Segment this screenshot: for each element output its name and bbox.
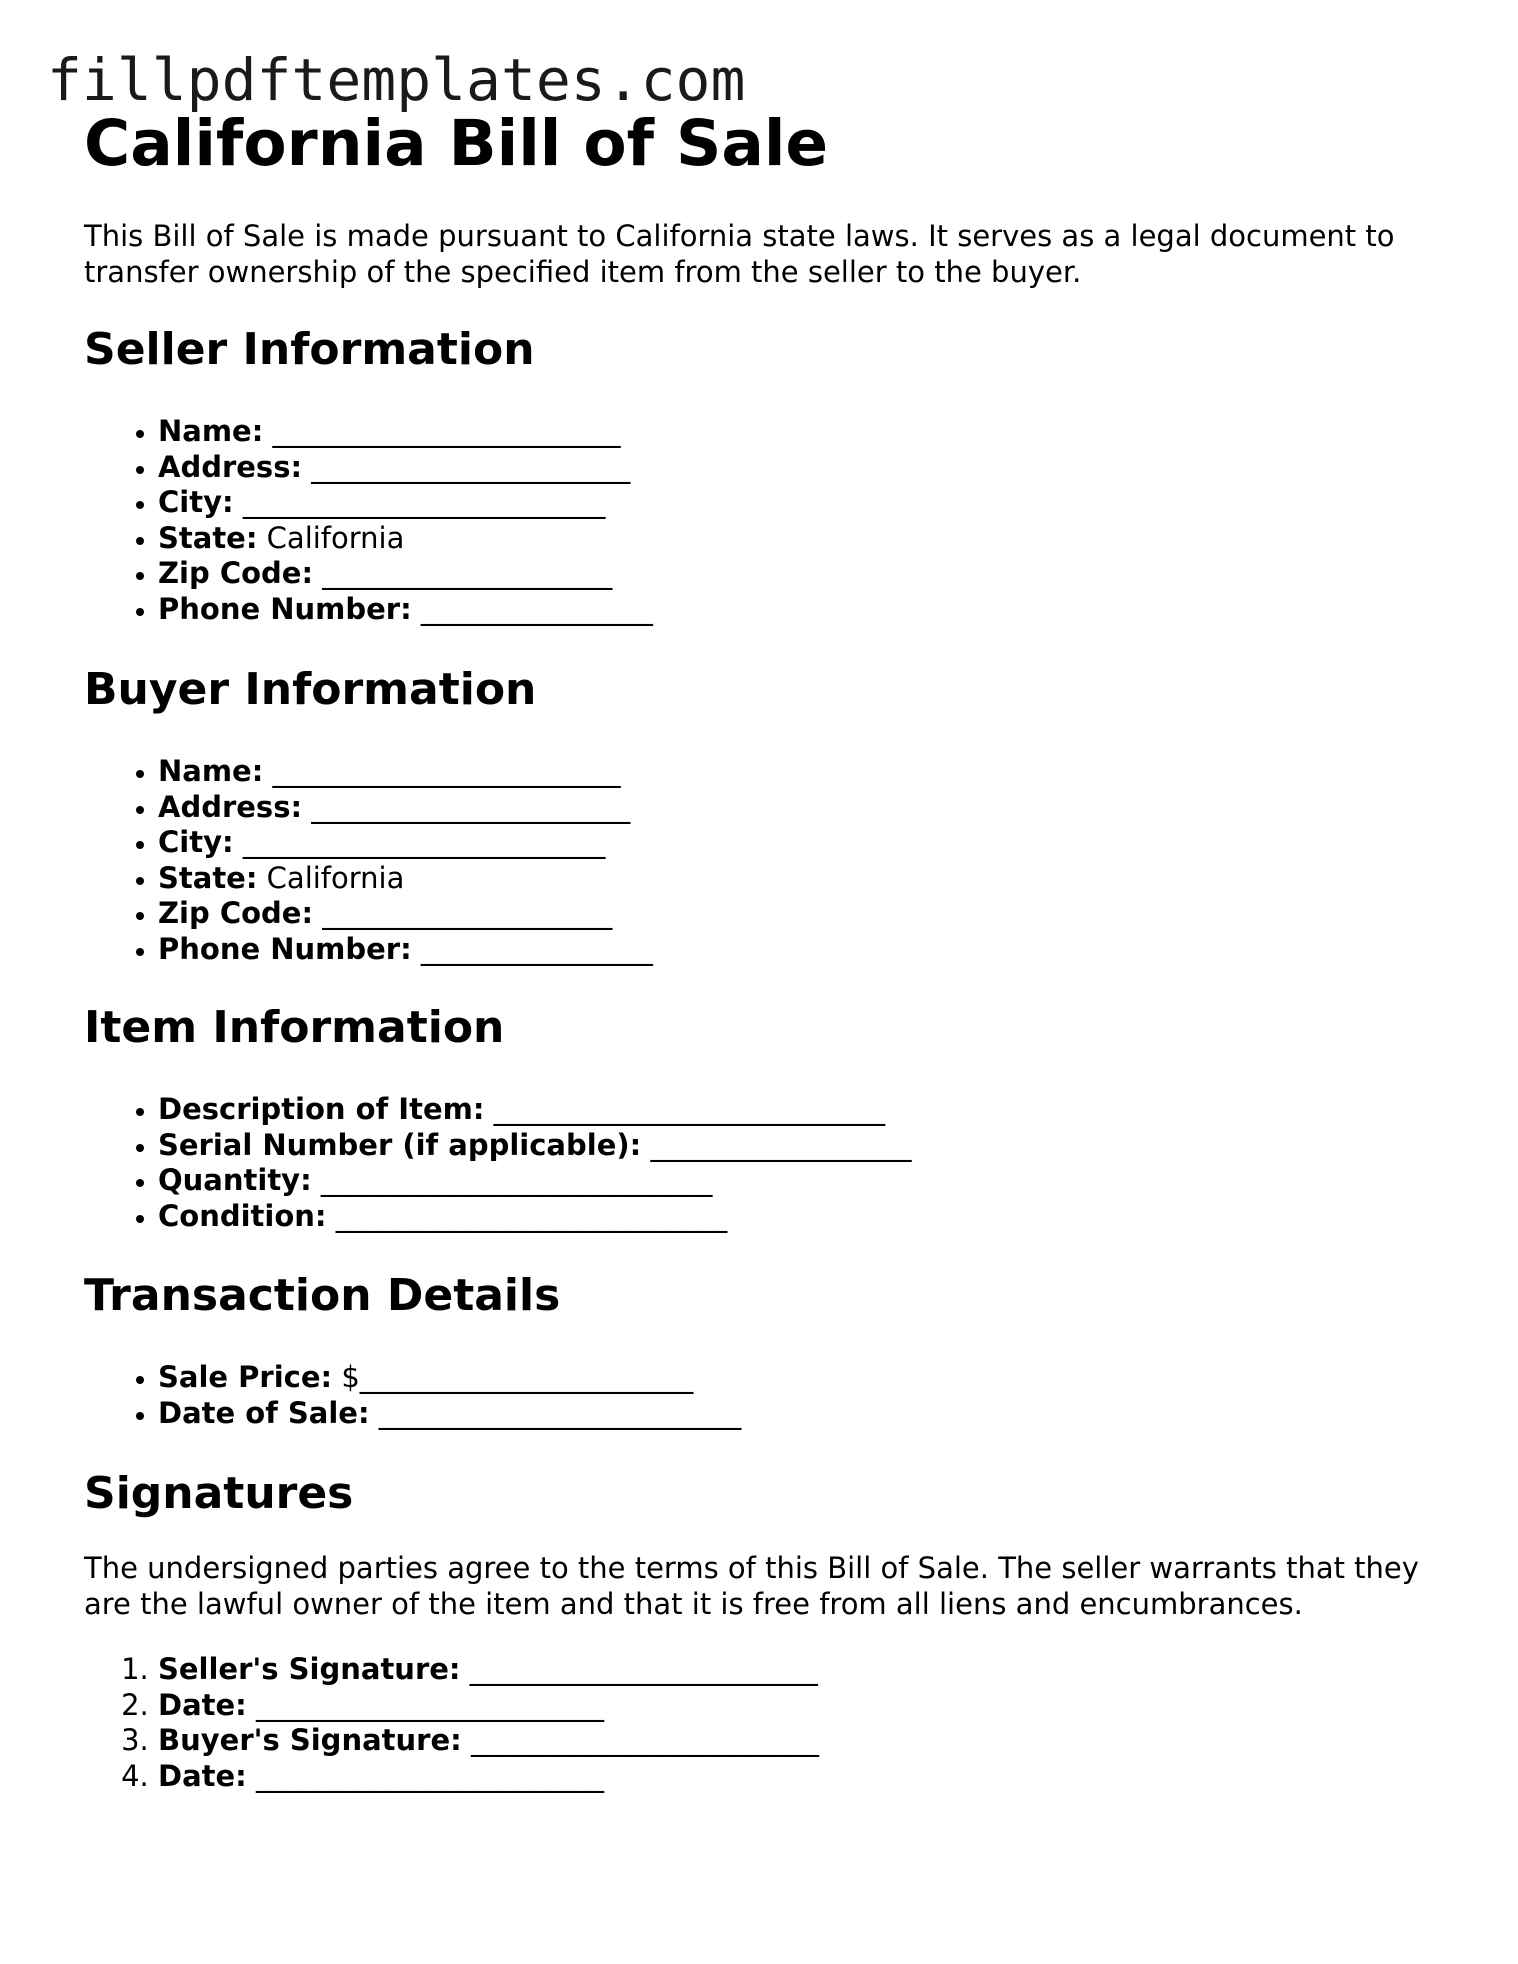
seller-state-value: California [266,520,405,555]
seller-zip-field: • Zip Code: ____________________ [158,556,653,592]
seller-state-field: • State: California [158,521,653,557]
seller-address-field: • Address: ______________________ [158,450,653,486]
seller-phone-field: • Phone Number: ________________ [158,592,653,628]
signatures-list [84,1652,819,1794]
buyer-city-field: • City: _________________________ [158,825,653,861]
buyer-zip-blank[interactable]: ____________________ [322,896,613,930]
buyer-state-value: California [266,860,405,895]
item-fields-list [84,1092,911,1234]
bill-of-sale-document [84,104,1464,1793]
buyer-phone-field: • Phone Number: ________________ [158,932,653,968]
document-title: California Bill of Sale [84,107,829,180]
seller-zip-blank[interactable]: ____________________ [322,556,613,590]
item-serial-blank[interactable]: __________________ [650,1127,912,1162]
buyer-signature-blank[interactable]: ________________________ [470,1723,819,1757]
item-condition-field: • Condition: ___________________________ [158,1199,911,1235]
buyer-address-field: • Address: ______________________ [158,790,653,826]
item-heading: Item Information [84,1002,505,1053]
site-watermark: fillpdftemplates.com [47,46,746,114]
buyer-address-blank[interactable]: ______________________ [311,789,631,824]
item-condition-blank[interactable]: ___________________________ [335,1198,728,1233]
seller-fields-list [84,414,653,627]
seller-phone-blank[interactable]: ________________ [420,591,653,626]
seller-address-blank[interactable]: ______________________ [311,449,631,484]
transaction-heading: Transaction Details [84,1270,561,1321]
transaction-fields-list [84,1360,741,1431]
item-description-field: • Description of Item: ___________________________ [158,1092,911,1128]
seller-heading: Seller Information [84,324,535,375]
intro-paragraph: This Bill of Sale is made pursuant to California state laws. It serves as a legal document to transfer ownership of the specified item from the seller to the buyer. [84,219,1395,289]
item-quantity-field: • Quantity: ___________________________ [158,1163,911,1199]
seller-name-field: • Name: ________________________ [158,414,653,450]
buyer-signature-field: 3. Buyer's Signature: ________________________ [158,1723,819,1759]
seller-name-blank[interactable]: ________________________ [272,414,621,448]
signatures-heading: Signatures [84,1468,354,1519]
item-quantity-blank[interactable]: ___________________________ [320,1163,713,1197]
buyer-phone-blank[interactable]: ________________ [420,931,653,966]
seller-signature-field: 1. Seller's Signature: ________________________ [158,1652,819,1688]
item-description-blank[interactable]: ___________________________ [493,1092,886,1126]
signatures-paragraph: The undersigned parties agree to the terms of this Bill of Sale. The seller warrants that they are the lawful owner of the item and that it is free from all liens and encumbrances. [84,1551,1419,1621]
buyer-name-field: • Name: ________________________ [158,754,653,790]
seller-city-field: • City: _________________________ [158,485,653,521]
buyer-city-blank[interactable]: _________________________ [242,825,606,859]
sale-price-field: • Sale Price: $_______________________ [158,1360,741,1396]
item-serial-field: • Serial Number (if applicable): __________________ [158,1128,911,1164]
sale-price-blank[interactable]: $_______________________ [341,1360,694,1394]
sale-date-blank[interactable]: _________________________ [378,1395,742,1430]
sale-date-field: • Date of Sale: _________________________ [158,1396,741,1432]
buyer-name-blank[interactable]: ________________________ [272,754,621,788]
buyer-zip-field: • Zip Code: ____________________ [158,896,653,932]
seller-date-blank[interactable]: ________________________ [256,1687,604,1722]
seller-date-field: 2. Date: ________________________ [158,1688,819,1724]
buyer-heading: Buyer Information [84,664,537,715]
buyer-date-field: 4. Date: ________________________ [158,1759,819,1795]
buyer-fields-list [84,754,653,967]
seller-city-blank[interactable]: _________________________ [242,485,606,519]
seller-signature-blank[interactable]: ________________________ [469,1652,818,1686]
buyer-date-blank[interactable]: ________________________ [256,1758,604,1793]
buyer-state-field: • State: California [158,861,653,897]
